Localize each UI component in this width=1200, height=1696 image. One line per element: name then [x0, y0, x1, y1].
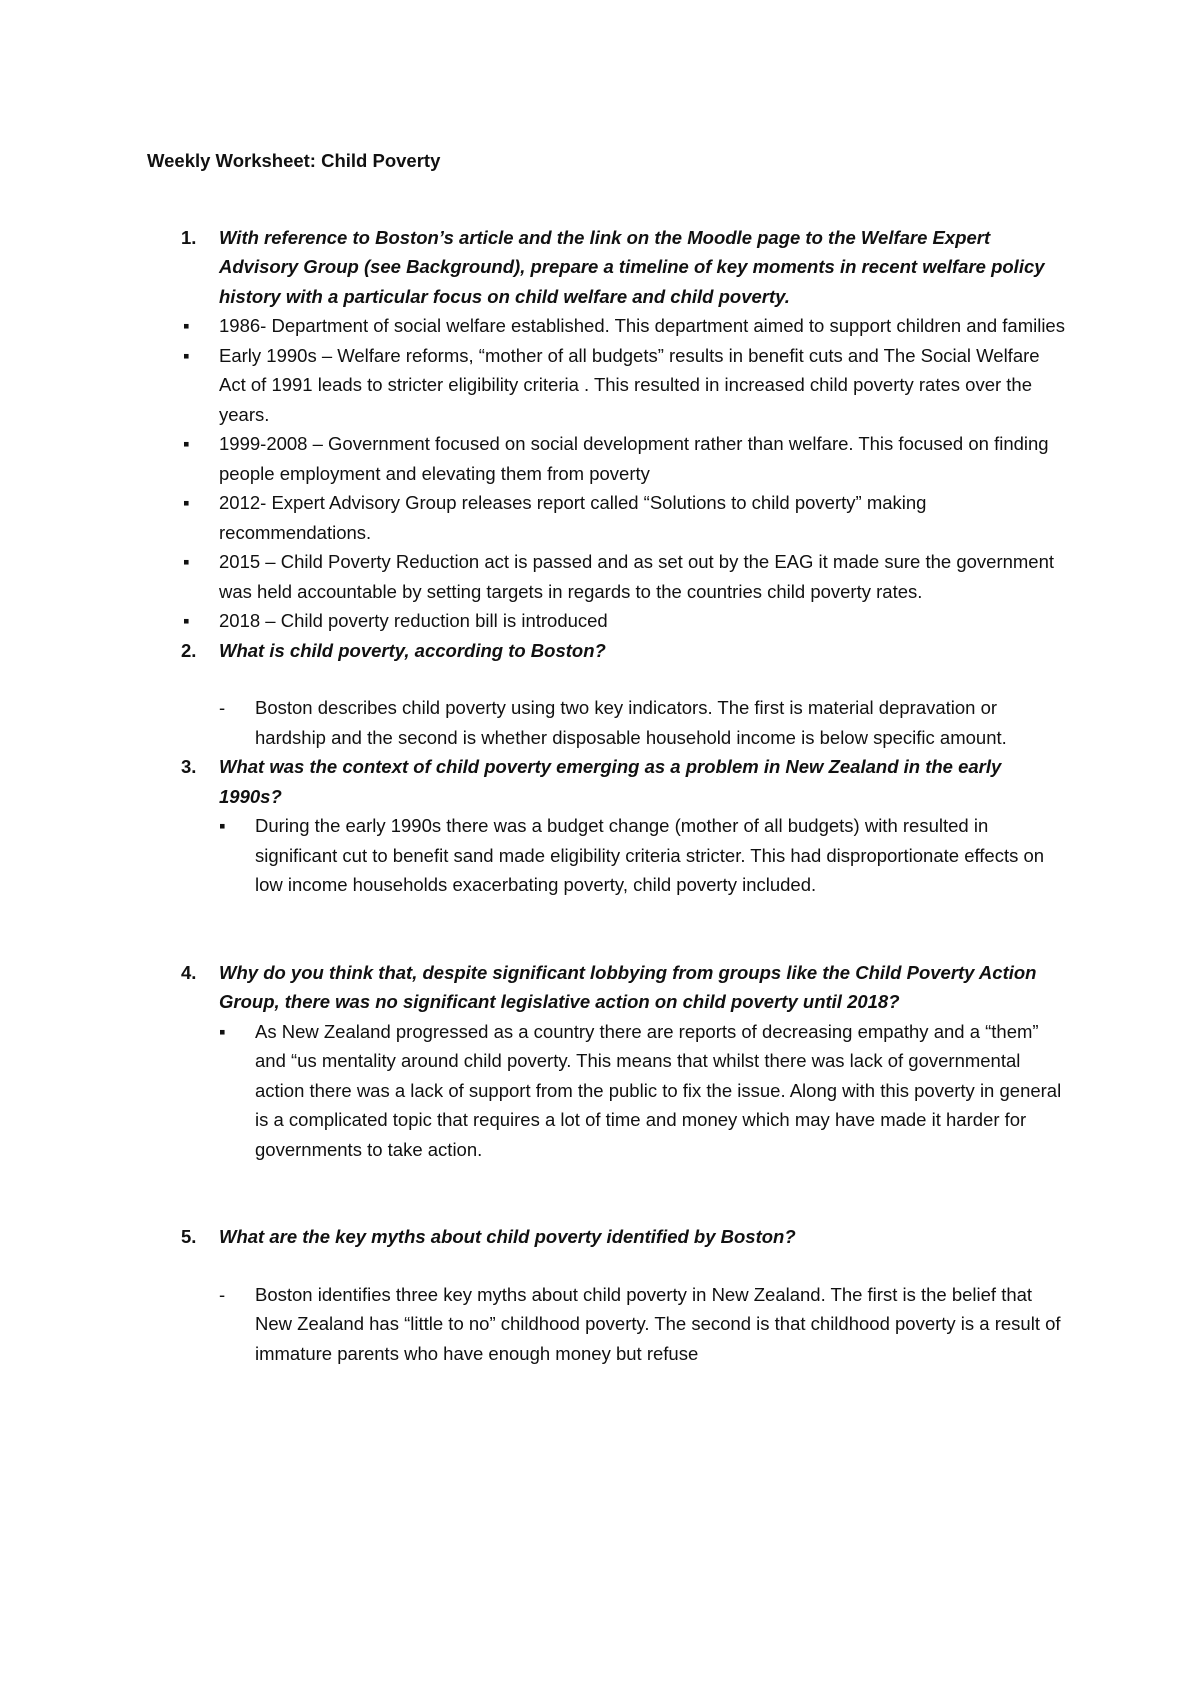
question-number: 4. — [181, 961, 197, 983]
list-item: ▪ As New Zealand progressed as a country there are reports of decreasing empathy and a “them” and “us mentality around child poverty. This means that whilst there was lack of governmental action there was a lack of support from the public to fix the issue. Along with this poverty in general is a complicated topic that requires a lot of time and money which may have made it harder for governments to take action. — [147, 1017, 1067, 1165]
question-number: 3. — [181, 756, 197, 777]
question-number: 5. — [181, 1226, 197, 1247]
dash-icon: - — [219, 1283, 226, 1305]
document-body — [147, 146, 1067, 1368]
bullet-icon: ▪ — [183, 492, 190, 513]
question-text: With reference to Boston’s article and the link on the Moodle page to the Welfare Expert Advisory Group (see Background), prepare a timeline of key moments in recent welfare policy history with a particular focus on child welfare and child poverty. — [219, 226, 1045, 307]
bullet-icon: ▪ — [183, 344, 190, 366]
timeline-list — [147, 311, 1067, 636]
bullet-icon: ▪ — [219, 1020, 226, 1042]
question-number: 1. — [181, 226, 197, 248]
dash-icon: - — [219, 697, 226, 718]
answer-list — [147, 1017, 1067, 1165]
question-text: Why do you think that, despite significant lobbying from groups like the Child Poverty Action Group, there was no significant legislative action on child poverty until 2018? — [219, 961, 1037, 1012]
spacer — [147, 665, 1067, 693]
spacer — [147, 900, 1067, 958]
list-item: ▪ 1999-2008 – Government focused on social development rather than welfare. This focused on finding people employment and elevating them from poverty — [147, 429, 1067, 488]
list-item: ▪ During the early 1990s there was a budget change (mother of all budgets) with resulted in significant cut to benefit sand made eligibility criteria stricter. This had disproportionate effects on low income households exacerbating poverty, child poverty included. — [147, 811, 1067, 900]
question-5 — [147, 1222, 1067, 1252]
question-2 — [147, 636, 1067, 666]
question-text: What was the context of child poverty emerging as a problem in New Zealand in the early 1990s? — [219, 756, 1002, 807]
list-item: ▪ 2015 – Child Poverty Reduction act is passed and as set out by the EAG it made sure the government was held accountable by setting targets in regards to the countries child poverty rates. — [147, 547, 1067, 606]
question-3 — [147, 752, 1067, 811]
bullet-icon: ▪ — [219, 815, 226, 836]
list-item: ▪ Early 1990s – Welfare reforms, “mother of all budgets” results in benefit cuts and The Social Welfare Act of 1991 leads to stricter eligibility criteria . This resulted in increased child poverty rates over the years. — [147, 341, 1067, 430]
spacer — [147, 1252, 1067, 1280]
answer-list — [147, 693, 1067, 752]
spacer — [147, 1164, 1067, 1222]
question-text: What are the key myths about child poverty identified by Boston? — [219, 1226, 796, 1247]
answer-list — [147, 1280, 1067, 1369]
answer-list — [147, 811, 1067, 900]
question-1 — [147, 223, 1067, 312]
list-item: ▪ 1986- Department of social welfare established. This department aimed to support children and families — [147, 311, 1067, 341]
question-number: 2. — [181, 639, 197, 661]
list-item: - Boston describes child poverty using two key indicators. The first is material depravation or hardship and the second is whether disposable household income is below specific amount. — [147, 693, 1067, 752]
worksheet-title: Weekly Worksheet: Child Poverty — [147, 150, 441, 171]
list-item: ▪ 2018 – Child poverty reduction bill is introduced — [147, 606, 1067, 636]
list-item: - Boston identifies three key myths about child poverty in New Zealand. The first is the belief that New Zealand has “little to no” childhood poverty. The second is that childhood poverty is a result of immature parents who have enough money but refuse — [147, 1280, 1067, 1369]
list-item: ▪ 2012- Expert Advisory Group releases report called “Solutions to child poverty” making recommendations. — [147, 488, 1067, 547]
bullet-icon: ▪ — [183, 315, 190, 336]
bullet-icon: ▪ — [183, 610, 190, 631]
bullet-icon: ▪ — [183, 551, 190, 572]
question-4 — [147, 958, 1067, 1017]
bullet-icon: ▪ — [183, 433, 190, 454]
question-text: What is child poverty, according to Boston? — [219, 639, 606, 661]
